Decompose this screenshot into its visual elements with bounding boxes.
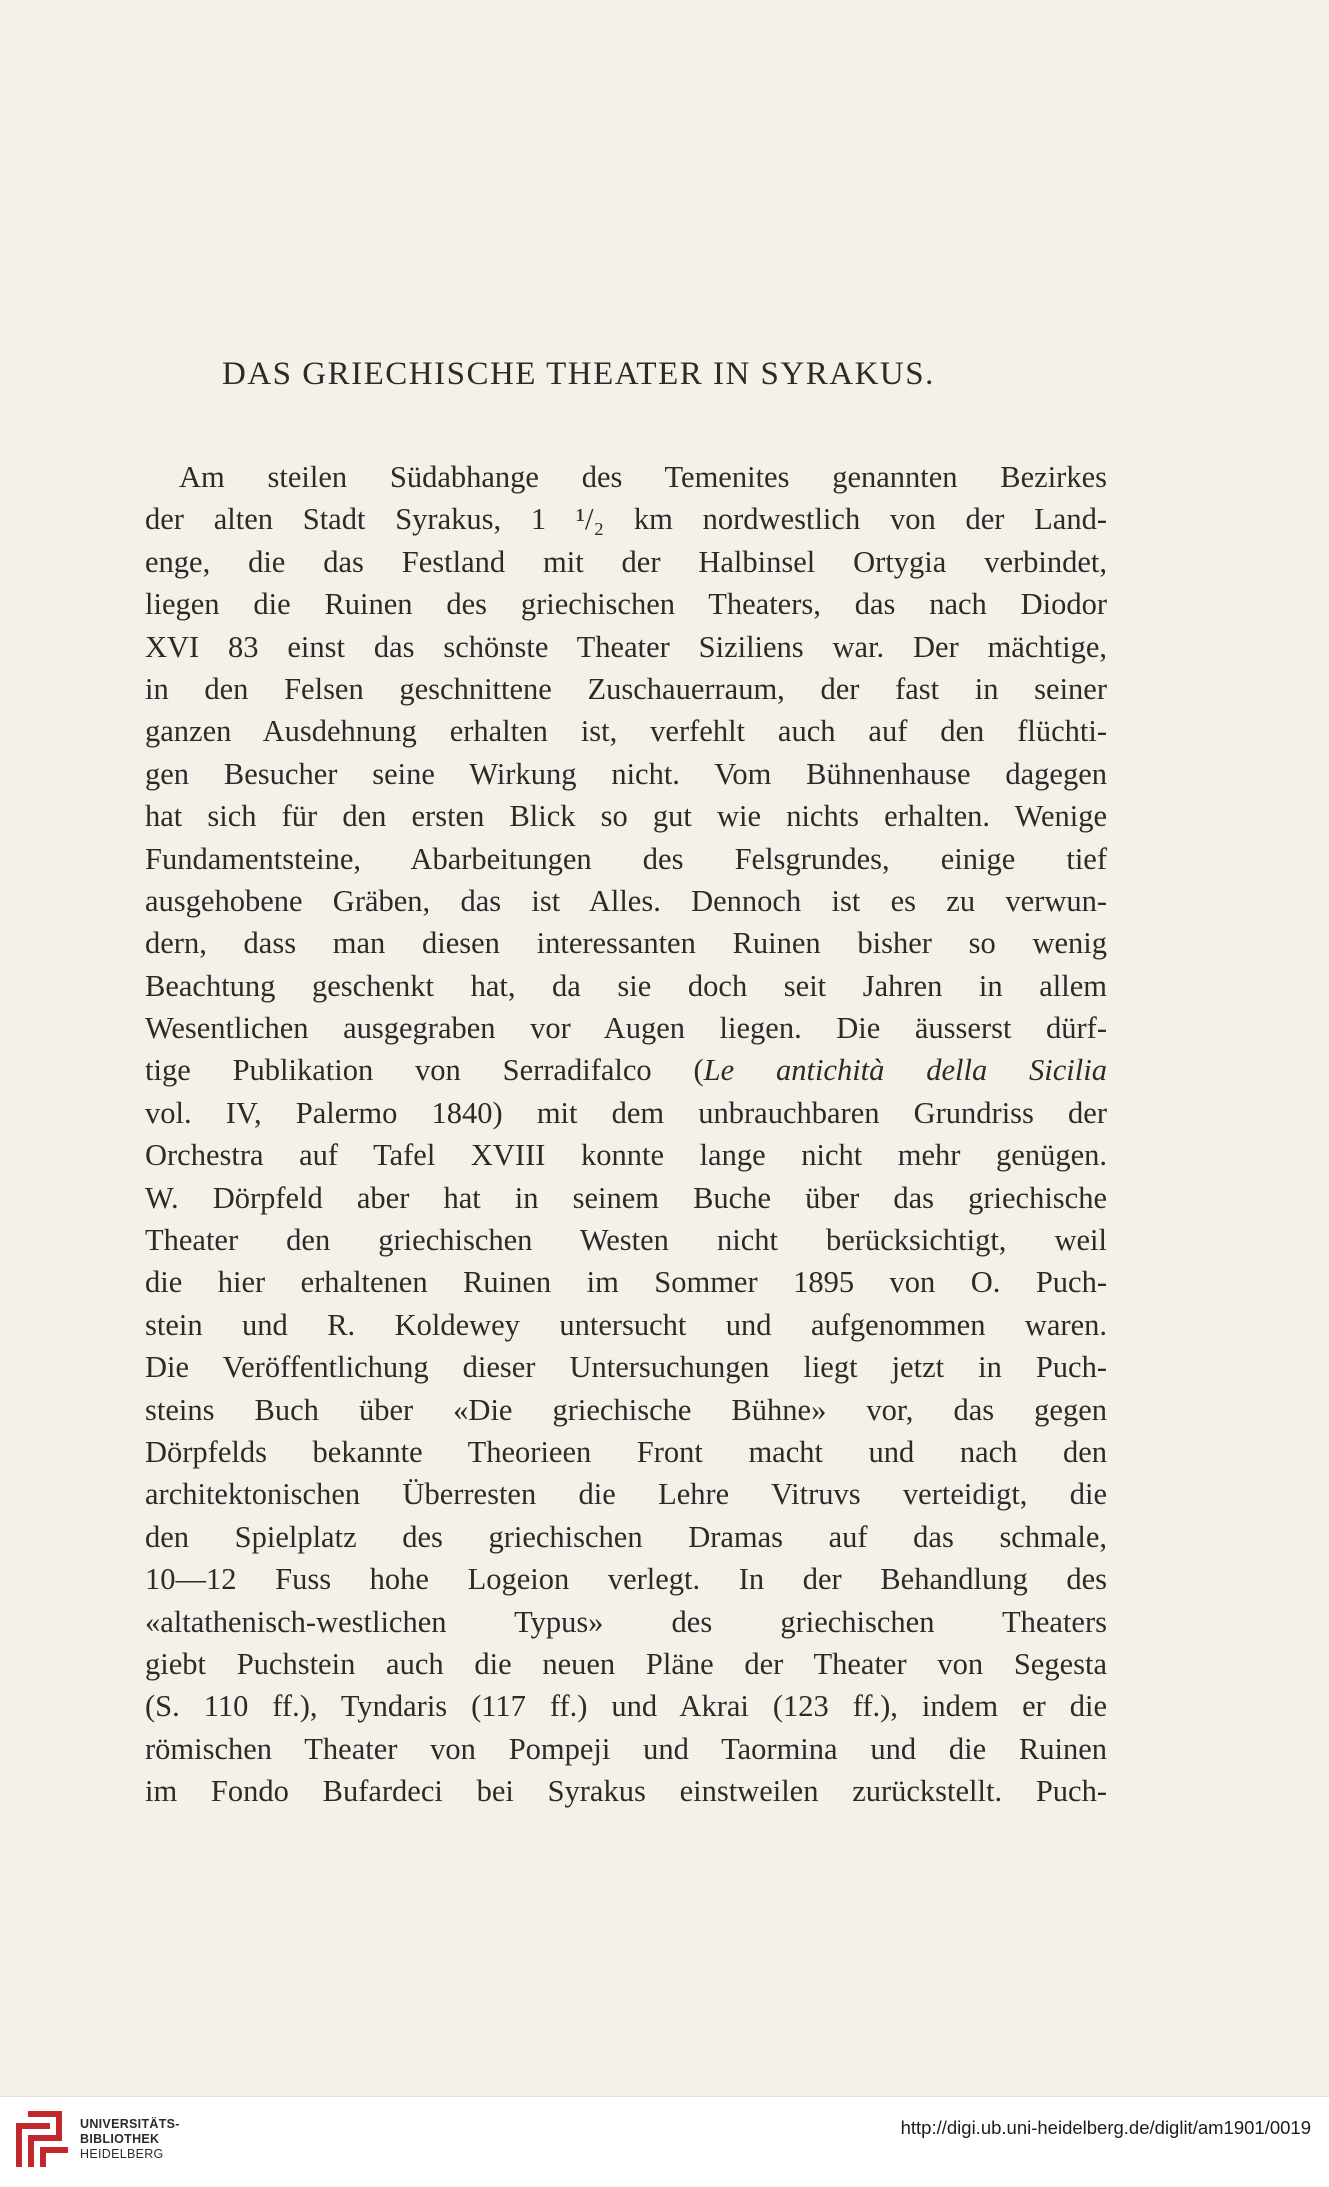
text-line: vol. IV, Palermo 1840) mit dem unbrauchbaren Grundriss der bbox=[145, 1095, 1107, 1130]
text-line: ausgehobene Gräben, das ist Alles. Dennoch ist es zu verwun- bbox=[145, 883, 1107, 918]
text-line: giebt Puchstein auch die neuen Pläne der Theater von Segesta bbox=[145, 1646, 1107, 1681]
text-line: Orchestra auf Tafel XVIII konnte lange nicht mehr genügen. bbox=[145, 1138, 1107, 1173]
text-line: der alten Stadt Syrakus, 1 ¹/₂ km nordwestlich von der Land- bbox=[145, 502, 1107, 537]
text-line: 10—12 Fuss hohe Logeion verlegt. In der Behandlung des bbox=[145, 1562, 1107, 1597]
text-line: die hier erhaltenen Ruinen im Sommer 1895 von O. Puch- bbox=[145, 1265, 1107, 1300]
text-line: liegen die Ruinen des griechischen Theaters, das nach Diodor bbox=[145, 587, 1107, 622]
library-name-line: UNIVERSITÄTS- bbox=[80, 2117, 180, 2131]
footer-bar bbox=[0, 2096, 1329, 2187]
text-line-with-citation bbox=[145, 1049, 1107, 1091]
text-line: W. Dörpfeld aber hat in seinem Buche über das griechische bbox=[145, 1180, 1107, 1215]
text-line: Die Veröffentlichung dieser Untersuchungen liegt jetzt in Puch- bbox=[145, 1350, 1107, 1385]
body-text bbox=[145, 456, 1107, 1813]
text-line: (S. 110 ff.), Tyndaris (117 ff.) und Akrai (123 ff.), indem er die bbox=[145, 1689, 1107, 1724]
text-line: Beachtung geschenkt hat, da sie doch seit Jahren in allem bbox=[145, 968, 1107, 1003]
text-line: Dörpfelds bekannte Theorieen Front macht und nach den bbox=[145, 1434, 1107, 1469]
library-name-line: BIBLIOTHEK bbox=[80, 2132, 160, 2146]
source-url-link[interactable]: http://digi.ub.uni-heidelberg.de/diglit/am1901/0019 bbox=[900, 2117, 1311, 2138]
text-line: Theater den griechischen Westen nicht berücksichtigt, weil bbox=[145, 1223, 1107, 1258]
library-name bbox=[80, 2117, 180, 2162]
text-line: im Fondo Bufardeci bei Syrakus einstweilen zurückstellt. Puch- bbox=[145, 1774, 1107, 1809]
text-line: Am steilen Südabhange des Temenites genannten Bezirkes bbox=[179, 460, 1107, 494]
text-line: XVI 83 einst das schönste Theater Siziliens war. Der mächtige, bbox=[145, 629, 1107, 664]
text-line: stein und R. Koldewey untersucht und aufgenommen waren. bbox=[145, 1307, 1107, 1342]
text-line: hat sich für den ersten Blick so gut wie nichts erhalten. Wenige bbox=[145, 799, 1107, 834]
text-line: dern, dass man diesen interessanten Ruinen bisher so wenig bbox=[145, 926, 1107, 961]
text-line: Fundamentsteine, Abarbeitungen des Felsgrundes, einige tief bbox=[145, 841, 1107, 876]
text-line: den Spielplatz des griechischen Dramas auf das schmale, bbox=[145, 1519, 1107, 1554]
text-line: «altathenisch-westlichen Typus» des griechischen Theaters bbox=[145, 1604, 1107, 1639]
text-segment: tige Publikation von Serradifalco ( bbox=[145, 1053, 704, 1088]
text-line: Wesentlichen ausgegraben vor Augen liegen. Die äusserst dürf- bbox=[145, 1011, 1107, 1046]
citation-title: Le antichità della Sicilia bbox=[703, 1053, 1107, 1088]
text-line: steins Buch über «Die griechische Bühne» vor, das gegen bbox=[145, 1392, 1107, 1427]
library-name-line: HEIDELBERG bbox=[80, 2147, 164, 2161]
text-line: architektonischen Überresten die Lehre Vitruvs verteidigt, die bbox=[145, 1477, 1107, 1512]
text-line: enge, die das Festland mit der Halbinsel Ortygia verbindet, bbox=[145, 544, 1107, 579]
heidelberg-library-logo-icon bbox=[14, 2105, 72, 2175]
page-title: DAS GRIECHISCHE THEATER IN SYRAKUS. bbox=[222, 356, 935, 392]
text-line: gen Besucher seine Wirkung nicht. Vom Bühnenhause dagegen bbox=[145, 756, 1107, 791]
text-line: in den Felsen geschnittene Zuschauerraum, der fast in seiner bbox=[145, 671, 1107, 706]
text-line: römischen Theater von Pompeji und Taormina und die Ruinen bbox=[145, 1731, 1107, 1766]
text-line: ganzen Ausdehnung erhalten ist, verfehlt auch auf den flüchti- bbox=[145, 714, 1107, 749]
